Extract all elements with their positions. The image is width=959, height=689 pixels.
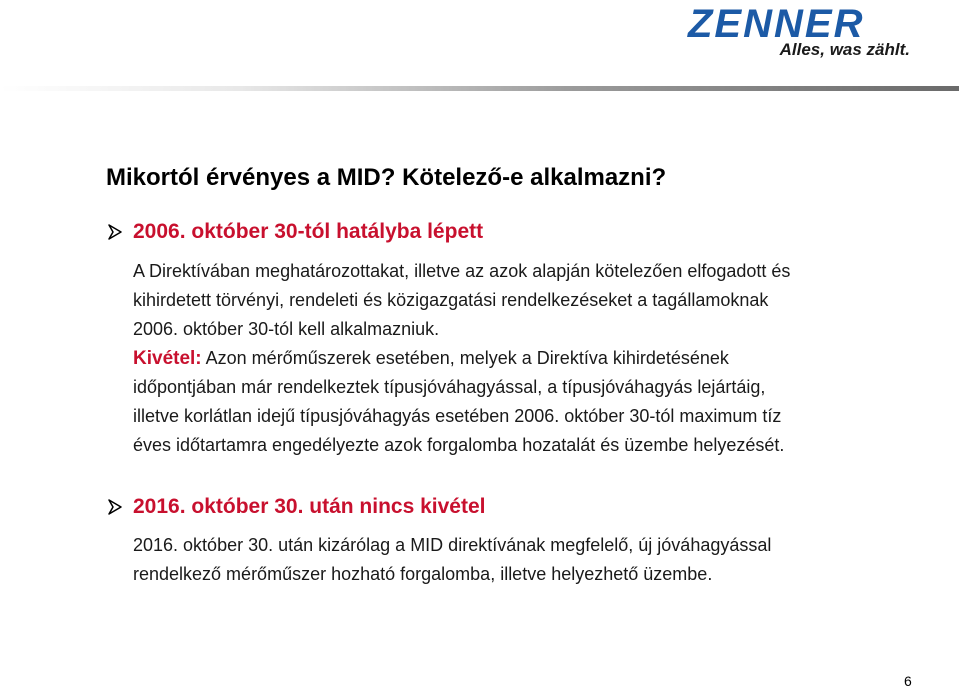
logo-wordmark: ZENNER bbox=[688, 2, 865, 46]
bullet-section-2 bbox=[107, 491, 485, 523]
arrow-bullet-icon bbox=[107, 224, 123, 240]
arrow-bullet-icon bbox=[107, 499, 123, 515]
bullet-section-1 bbox=[107, 216, 483, 248]
exception-text: Azon mérőműszerek esetében, melyek a Direktíva kihirdetésének bbox=[205, 348, 729, 368]
section-2-heading: 2016. október 30. után nincs kivétel bbox=[133, 495, 486, 518]
exception-line bbox=[133, 344, 913, 373]
section-1-body bbox=[133, 257, 913, 460]
section-1-heading: 2006. október 30-tól hatályba lépett bbox=[133, 220, 484, 243]
body-line: 2006. október 30-tól kell alkalmazniuk. bbox=[133, 319, 440, 339]
section-2-body bbox=[133, 531, 913, 589]
exception-label: Kivétel: bbox=[133, 348, 202, 369]
body-line: kihirdetett törvényi, rendeleti és közigazgatási rendelkezéseket a tagállamoknak bbox=[133, 290, 769, 310]
logo-tagline: Alles, was zählt. bbox=[779, 40, 910, 59]
header-gradient-rule bbox=[0, 84, 959, 92]
body-line: rendelkező mérőműszer hozható forgalomba, illetve helyezhető üzembe. bbox=[133, 564, 713, 584]
zenner-logo bbox=[688, 4, 910, 60]
body-line: éves időtartamra engedélyezte azok forgalomba hozatalát és üzembe helyezését. bbox=[133, 435, 785, 455]
slide-title: Mikortól érvényes a MID? Kötelező-e alkalmazni? bbox=[106, 164, 667, 191]
body-line: A Direktívában meghatározottakat, illetve az azok alapján kötelezően elfogadott és bbox=[133, 261, 791, 281]
body-line: időpontjában már rendelkeztek típusjóváhagyással, a típusjóváhagyás lejártáig, bbox=[133, 377, 766, 397]
body-line: illetve korlátlan idejű típusjóváhagyás esetében 2006. október 30-tól maximum tíz bbox=[133, 406, 782, 426]
page-number: 6 bbox=[904, 673, 912, 689]
body-line: 2016. október 30. után kizárólag a MID direktívának megfelelő, új jóváhagyással bbox=[133, 535, 772, 555]
